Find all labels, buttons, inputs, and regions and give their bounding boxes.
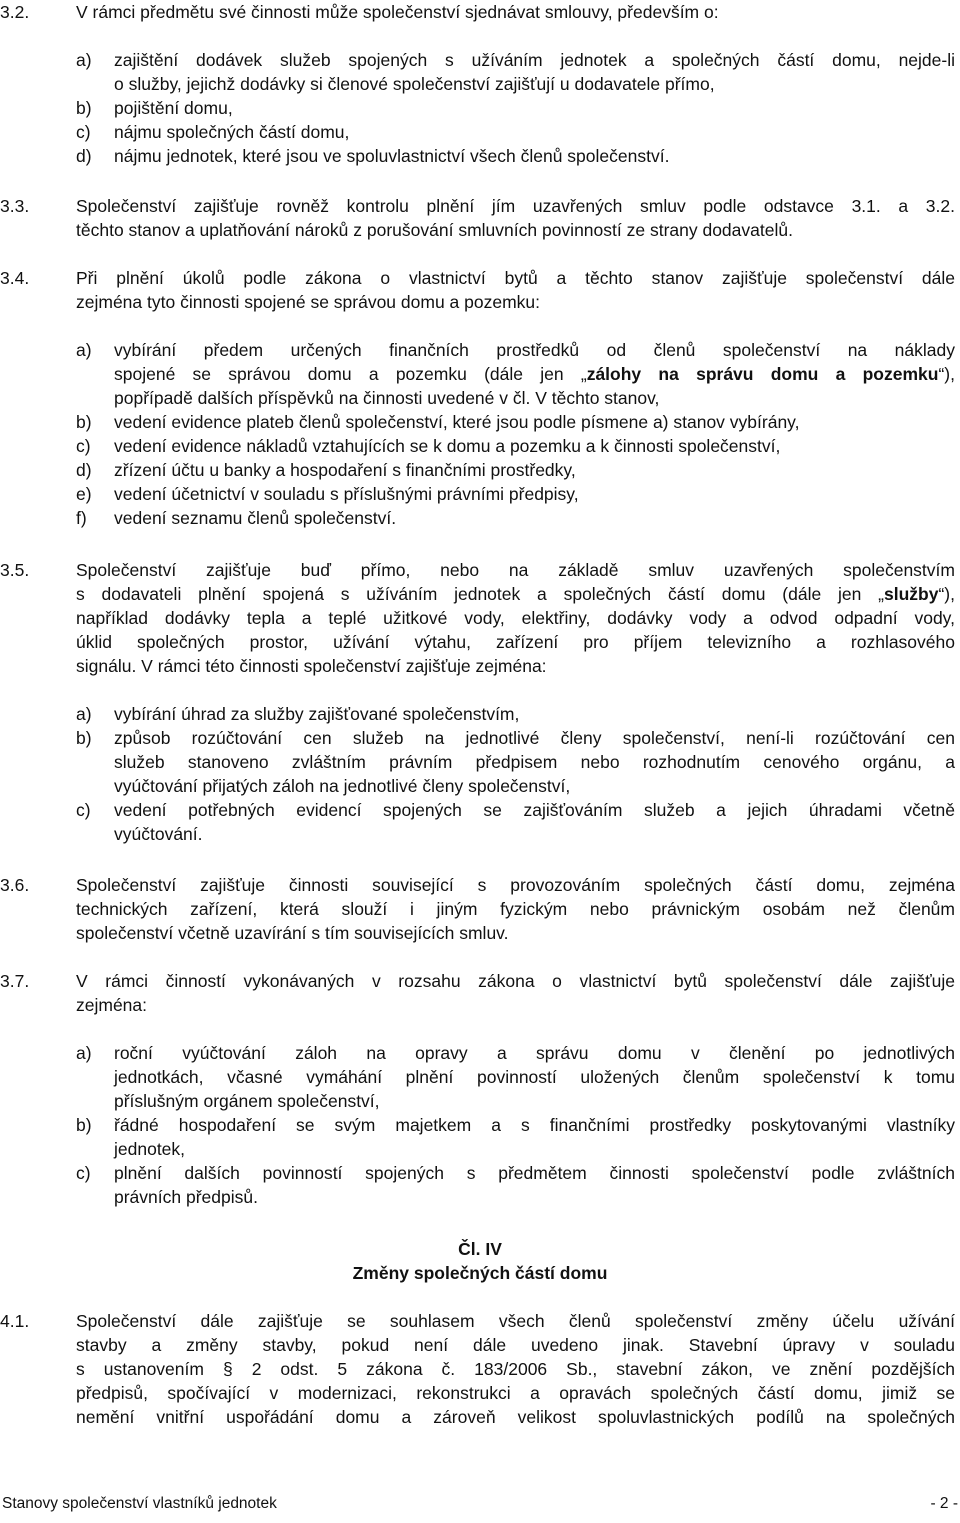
- item-text: příslušným orgánem společenství,: [114, 1091, 380, 1111]
- item-label: e): [76, 484, 92, 504]
- section-number: 3.6.: [0, 875, 30, 895]
- list-item: [76, 458, 955, 482]
- section-number: 3.7.: [0, 971, 30, 991]
- item-text: vedení evidence nákladů vztahujících se k domu a pozemku a k činnosti společenství,: [114, 436, 781, 456]
- emphasis-term: zálohy na správu domu a pozemku: [586, 364, 939, 384]
- item-label: c): [76, 800, 91, 820]
- list-item: [76, 338, 955, 410]
- item-text: zřízení účtu u banky a hospodaření s finančními prostředky,: [114, 460, 576, 480]
- section-number: 3.3.: [0, 196, 30, 216]
- item-text: spojené se správou domu a pozemku (dále jen „zálohy na správu domu a pozemku“),: [114, 364, 955, 384]
- section-3-2: [0, 0, 955, 168]
- section-text: stavby a změny stavby, pokud není dále uvedeno jinak. Stavební úpravy v souladu: [76, 1335, 955, 1355]
- section-text: Společenství dále zajišťuje se souhlasem všech členů společenství změny účelu užívání: [76, 1311, 955, 1331]
- section-3-3: [0, 194, 955, 242]
- item-text: vedení potřebných evidencí spojených se zajišťováním služeb a jejich úhradami včetně: [114, 800, 955, 820]
- section-number: 3.4.: [0, 268, 30, 288]
- item-label: a): [76, 704, 92, 724]
- item-label: b): [76, 728, 92, 748]
- item-text: řádné hospodaření se svým majetkem a s finančními prostředky poskytovanými vlastníky: [114, 1115, 955, 1135]
- item-label: d): [76, 460, 92, 480]
- item-label: c): [76, 122, 91, 142]
- item-text: nájmu jednotek, které jsou ve spoluvlastnictví všech členů společenství.: [114, 146, 670, 166]
- list-item: [76, 1041, 955, 1113]
- section-text: předpisů, spočívající v modernizaci, rekonstrukci a opravách společných částí domu, jimiž se: [76, 1383, 955, 1403]
- item-text: jednotkách, včasné vymáhání plnění povinností uložených členům společenství k tomu: [114, 1067, 955, 1087]
- chapter-title: Změny společných částí domu: [352, 1263, 608, 1283]
- list-item: [76, 48, 955, 96]
- list-item: [76, 1161, 955, 1209]
- item-list: [76, 48, 955, 168]
- list-item: [76, 144, 955, 168]
- section-text: Společenství zajišťuje rovněž kontrolu plnění jím uzavřených smluv podle odstavce 3.1. a 3.2.: [76, 196, 955, 216]
- page-number: - 2 -: [930, 1495, 958, 1512]
- list-item: [76, 96, 955, 120]
- section-text: Společenství zajišťuje buď přímo, nebo na základě smluv uzavřených společenstvím: [76, 560, 955, 580]
- item-label: b): [76, 1115, 92, 1135]
- item-text: služeb stanoveno zvláštním právním předpisem nebo rozhodnutím cenového orgánu, a: [114, 752, 955, 772]
- item-text: vedení seznamu členů společenství.: [114, 508, 397, 528]
- item-text: jednotek,: [114, 1139, 186, 1159]
- item-text: vedení evidence plateb členů společenství, které jsou podle písmene a) stanov vybírány,: [114, 412, 800, 432]
- list-item: [76, 506, 955, 530]
- section-3-4: [0, 266, 955, 530]
- section-text: například dodávky tepla a teplé užitkové vody, elektřiny, dodávky vody a odvod odpadní vody,: [76, 608, 955, 628]
- item-list: [76, 702, 955, 846]
- list-item: [76, 434, 955, 458]
- item-label: d): [76, 146, 92, 166]
- section-text: úklid společných prostor, užívání výtahu, zařízení pro příjem televizního a rozhlasového: [76, 632, 955, 652]
- item-label: a): [76, 1043, 92, 1063]
- item-text: pojištění domu,: [114, 98, 233, 118]
- item-text: vybírání předem určených finančních prostředků od členů společenství na náklady: [114, 340, 955, 360]
- section-number: 3.5.: [0, 560, 30, 580]
- item-label: b): [76, 98, 92, 118]
- section-text: s dodavateli plnění spojená s užíváním jednotek a společných částí domu (dále jen „služby“),: [76, 584, 955, 604]
- item-label: a): [76, 50, 92, 70]
- item-text: nájmu společných částí domu,: [114, 122, 350, 142]
- section-text: těchto stanov a uplatňování nároků z porušování smluvních povinností ze strany dodavatelů.: [76, 220, 793, 240]
- item-label: c): [76, 436, 91, 456]
- section-text: s ustanovením § 2 odst. 5 zákona č. 183/2006 Sb., stavební zákon, ve znění pozdějších: [76, 1359, 955, 1379]
- item-text: roční vyúčtování záloh na opravy a správu domu v členění po jednotlivých: [114, 1043, 955, 1063]
- section-3-5: [0, 558, 955, 846]
- section-text: zejména tyto činnosti spojené se správou domu a pozemku:: [76, 292, 541, 312]
- section-text: signálu. V rámci této činnosti společenství zajišťuje zejména:: [76, 656, 547, 676]
- footer-document-title: Stanovy společenství vlastníků jednotek: [2, 1495, 277, 1512]
- list-item: [76, 726, 955, 798]
- item-text: vyúčtování.: [114, 824, 203, 844]
- section-text: Při plnění úkolů podle zákona o vlastnictví bytů a těchto stanov zajišťuje společenství dále: [76, 268, 955, 288]
- section-text: technických zařízení, která slouží i jiným fyzickým nebo právnickým osobám než členům: [76, 899, 955, 919]
- list-item: [76, 410, 955, 434]
- item-text: vedení účetnictví v souladu s příslušnými právními předpisy,: [114, 484, 579, 504]
- section-text: nemění vnitřní uspořádání domu a zároveň velikost spoluvlastnických podílů na společných: [76, 1407, 955, 1427]
- section-intro: V rámci předmětu své činnosti může společenství sjednávat smlouvy, především o:: [76, 2, 719, 22]
- item-label: f): [76, 508, 87, 528]
- chapter-number: Čl. IV: [458, 1239, 502, 1259]
- list-item: [76, 1113, 955, 1161]
- item-text: vyúčtování přijatých záloh na jednotlivé členy společenství,: [114, 776, 571, 796]
- section-3-6: [0, 873, 955, 945]
- section-text: společenství včetně uzavírání s tím souvisejících smluv.: [76, 923, 509, 943]
- item-label: c): [76, 1163, 91, 1183]
- section-3-7: [0, 969, 955, 1209]
- item-label: a): [76, 340, 92, 360]
- item-list: [76, 1041, 955, 1209]
- list-item: [76, 120, 955, 144]
- list-item: [76, 798, 955, 846]
- item-text: právních předpisů.: [114, 1187, 258, 1207]
- item-text: způsob rozúčtování cen služeb na jednotlivé členy společenství, není-li rozúčtování cen: [114, 728, 955, 748]
- list-item: [76, 702, 955, 726]
- section-number: 4.1.: [0, 1311, 30, 1331]
- item-text: o služby, jejichž dodávky si členové společenství zajišťují u dodavatele přímo,: [114, 74, 715, 94]
- item-label: b): [76, 412, 92, 432]
- section-text: V rámci činností vykonávaných v rozsahu zákona o vlastnictví bytů společenství dále zajišťuje: [76, 971, 955, 991]
- list-item: [76, 482, 955, 506]
- item-text: popřípadě dalších příspěvků na činnosti uvedené v čl. V těchto stanov,: [114, 388, 660, 408]
- section-number: 3.2.: [0, 2, 30, 22]
- section-text: Společenství zajišťuje činnosti související s provozováním společných částí domu, zejména: [76, 875, 955, 895]
- item-text: plnění dalších povinností spojených s předmětem činnosti společenství podle zvláštních: [114, 1163, 955, 1183]
- item-text: vybírání úhrad za služby zajišťované společenstvím,: [114, 704, 520, 724]
- item-text: zajištění dodávek služeb spojených s užíváním jednotek a společných částí domu, nejde-li: [114, 50, 955, 70]
- section-text: zejména:: [76, 995, 148, 1015]
- section-4-1: [0, 1309, 955, 1429]
- emphasis-term: služby: [884, 584, 939, 604]
- item-list: [76, 338, 955, 530]
